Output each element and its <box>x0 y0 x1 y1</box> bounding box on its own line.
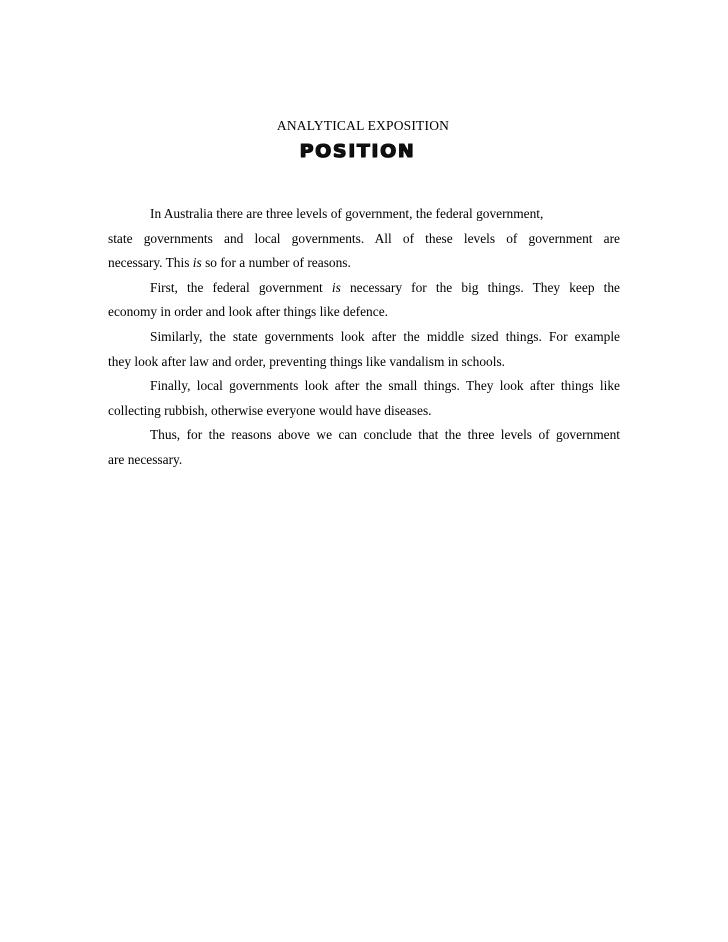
paragraph-line: Similarly, the state governments look after the middle sized things. For example <box>150 328 620 344</box>
paragraph-conclusion <box>108 423 620 472</box>
paragraph-line: Thus, for the reasons above we can conclude that the three levels of government <box>150 427 620 443</box>
text-run: necessary for the big things. They keep the <box>340 279 620 295</box>
paragraph-local <box>108 374 620 423</box>
paragraph-federal <box>108 276 620 325</box>
paragraph-line <box>108 251 620 276</box>
paragraph-line: are necessary. <box>108 451 183 467</box>
text-run: First, the federal government <box>150 279 332 295</box>
paragraph-intro <box>108 202 620 276</box>
paragraph-line: economy in order and look after things like defence. <box>108 304 388 320</box>
paragraph-state <box>108 325 620 374</box>
emphasis-text: is <box>192 255 202 271</box>
document-title-text: ANALYTICAL EXPOSITION <box>276 118 450 133</box>
document-title <box>0 118 728 134</box>
paragraph-line: collecting rubbish, otherwise everyone would have diseases. <box>108 402 432 418</box>
emphasis-text: is <box>331 279 341 295</box>
text-run: so for a number of reasons. <box>201 255 351 271</box>
document-subtitle-text: POSITION <box>299 140 415 162</box>
document-subtitle <box>0 140 728 162</box>
paragraph-line: In Australia there are three levels of government, the federal government, <box>150 206 544 221</box>
text-run: necessary. This <box>108 255 193 271</box>
paragraph-line: they look after law and order, preventing things like vandalism in schools. <box>108 353 505 369</box>
paragraph-line: state governments and local governments. All of these levels of government are <box>108 230 620 246</box>
document-body <box>108 202 620 473</box>
paragraph-line: Finally, local governments look after the small things. They look after things like <box>150 378 620 394</box>
paragraph-line <box>108 276 620 301</box>
